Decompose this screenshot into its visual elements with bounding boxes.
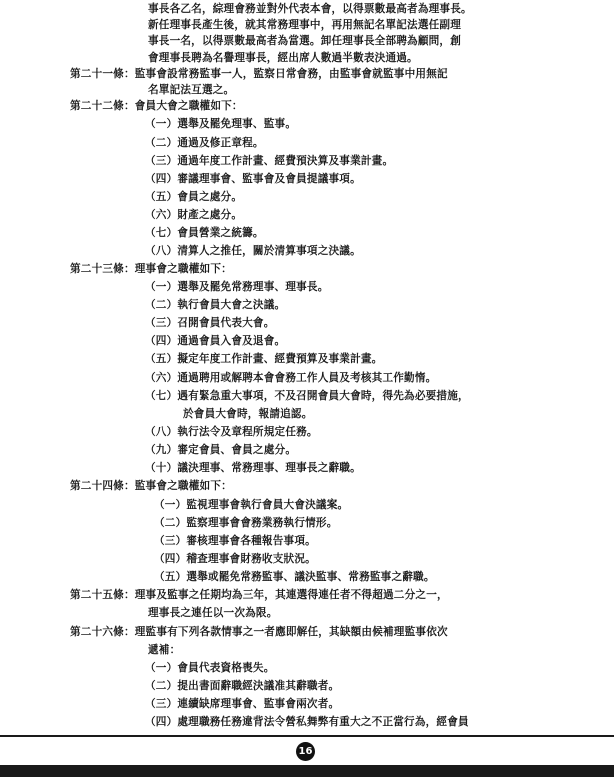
list-item: （二）執行會員大會之決議。 (145, 299, 286, 311)
article-23: 第二十三條：理事會之職權如下： (70, 263, 232, 275)
list-item: （八）清算人之推任，關於清算事項之決議。 (145, 245, 361, 257)
article-22: 第二十二條：會員大會之職權如下： (70, 100, 243, 112)
list-item: （三）召開會員代表大會。 (145, 317, 275, 329)
list-item: （四）處理職務任務違背法令營私舞弊有重大之不正當行為，經會員 (145, 716, 469, 728)
list-item: （二）通過及修正章程。 (145, 137, 264, 149)
article-26: 第二十六條：理監事有下列各款情事之一者應即解任，其缺額由候補理監事依次 (70, 626, 448, 638)
list-item: （五）選舉或罷免常務監事、議決監事、常務監事之辭職。 (154, 571, 435, 583)
list-item: （九）審定會員、會員之處分。 (145, 444, 297, 456)
list-item: （五）會員之處分。 (145, 191, 243, 203)
list-item: （八）執行法令及章程所規定任務。 (145, 426, 318, 438)
footer-bar (0, 765, 614, 777)
list-item: （五）擬定年度工作計畫、經費預算及事業計畫。 (145, 353, 383, 365)
article-25: 第二十五條：理事及監事之任期均為三年，其連選得連任者不得超過二分之一， (70, 589, 448, 601)
footer-rule (0, 735, 614, 737)
text-line: 新任理事長產生後，就其常務理事中，再用無記名單記法選任副理 (148, 19, 462, 31)
text-line: 事長一名，以得票數最高者為當選。卸任理事長全部聘為顧問，創 (148, 35, 462, 47)
list-item: （一）會員代表資格喪失。 (145, 662, 275, 674)
list-item: （四）稽查理事會財務收支狀況。 (154, 553, 316, 565)
list-item: （三）通過年度工作計畫、經費預決算及事業計畫。 (145, 155, 394, 167)
list-item: （六）財產之處分。 (145, 209, 243, 221)
list-item: （三）連續缺席理事會、監事會兩次者。 (145, 698, 340, 710)
list-item: （十）議決理事、常務理事、理事長之辭職。 (145, 462, 361, 474)
list-item: （二）監察理事會會務業務執行情形。 (154, 517, 338, 529)
list-item: （二）提出書面辭職經決議准其辭職者。 (145, 680, 340, 692)
list-item: （三）審核理事會各種報告事項。 (154, 535, 316, 547)
list-item: （七）遇有緊急重大事項，不及召開會員大會時，得先為必要措施， (145, 390, 469, 402)
list-item: （一）選舉及罷免理事、監事。 (145, 118, 297, 130)
text-line: 名單記法互選之。 (148, 84, 235, 96)
text-line: 事長各乙名，綜理會務並對外代表本會，以得票數最高者為理事長。 (148, 3, 472, 15)
list-item: （四）通過會員入會及退會。 (145, 335, 286, 347)
list-item: （一）監視理事會執行會員大會決議案。 (154, 499, 349, 511)
page-number-badge: 16 (296, 742, 315, 761)
text-line: 會理事長聘為名譽理事長，經出席人數過半數表決通過。 (148, 52, 418, 64)
article-21: 第二十一條：監事會設常務監事一人，監察日常會務，由監事會就監事中用無記 (70, 68, 448, 80)
text-line: 遞補： (148, 644, 181, 656)
text-line: 於會員大會時，報請追認。 (183, 408, 313, 420)
list-item: （六）通過聘用或解聘本會會務工作人員及考核其工作勤惰。 (145, 372, 437, 384)
article-24: 第二十四條：監事會之職權如下： (70, 480, 232, 492)
list-item: （四）審議理事會、監事會及會員提議事項。 (145, 173, 361, 185)
list-item: （一）選舉及罷免常務理事、理事長。 (145, 281, 329, 293)
text-line: 理事長之連任以一次為限。 (148, 607, 278, 619)
list-item: （七）會員營業之統籌。 (145, 227, 264, 239)
